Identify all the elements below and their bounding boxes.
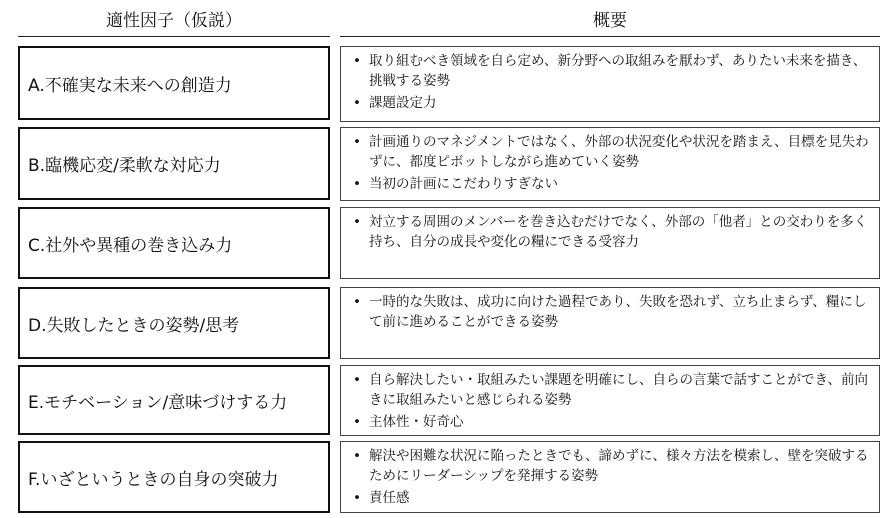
summary-bullet-item [347, 212, 871, 252]
summary-bullet-list [347, 132, 871, 194]
summary-bullet-list [347, 51, 871, 113]
summary-cell [340, 287, 880, 359]
factor-label: F.いざというときの自身の突破力 [18, 441, 330, 513]
factor-label: D.失敗したときの姿勢/思考 [18, 287, 330, 359]
summary-bullet-item [347, 292, 871, 332]
summary-bullet-item [347, 370, 871, 410]
summary-cell [340, 441, 880, 513]
bullet-icon: • [353, 372, 361, 388]
bullet-text: 当初の計画にこだわりすぎない [369, 176, 558, 192]
summary-bullet-list [347, 212, 871, 252]
factor-label: C.社外や異種の巻き込み力 [18, 207, 330, 279]
bullet-icon: • [353, 448, 361, 464]
summary-bullet-item [347, 51, 871, 91]
factor-label: E.モチベーション/意味づけする力 [18, 365, 330, 435]
bullet-icon: • [353, 176, 361, 192]
bullet-text: 取り組むべき領域を自ら定め、新分野への取組みを厭わず、ありたい未来を描き、挑戦する姿勢 [369, 53, 867, 89]
bullet-text: 対立する周囲のメンバーを巻き込むだけでなく、外部の「他者」との交わりを多く持ち、自分の成長や変化の糧にできる受容力 [369, 214, 868, 250]
summary-bullet-item [347, 132, 871, 172]
summary-cell [340, 127, 880, 201]
summary-bullet-item [347, 412, 871, 432]
summary-bullet-item [347, 174, 871, 194]
bullet-text: 課題設定力 [369, 95, 437, 111]
bullet-text: 自ら解決したい・取組みたい課題を明確にし、自らの言葉で話すことができ、前向きに取組みたいと感じられる姿勢 [369, 372, 868, 408]
summary-column-header: 概要 [340, 6, 880, 37]
summary-bullet-item [347, 488, 871, 508]
factor-label: B.臨機応変/柔軟な対応力 [18, 127, 330, 200]
bullet-icon: • [353, 134, 361, 150]
bullet-icon: • [353, 490, 361, 506]
bullet-icon: • [353, 294, 361, 310]
summary-cell [340, 207, 880, 279]
summary-bullet-item [347, 93, 871, 113]
factor-label: A.不確実な未来への創造力 [18, 46, 330, 120]
bullet-icon: • [353, 53, 361, 69]
bullet-icon: • [353, 414, 361, 430]
factor-column-header: 適性因子（仮説） [18, 6, 330, 37]
summary-bullet-list [347, 370, 871, 432]
summary-bullet-item [347, 446, 871, 486]
summary-cell [340, 365, 880, 436]
summary-bullet-list [347, 446, 871, 508]
bullet-text: 解決や困難な状況に陥ったときでも、諦めずに、様々方法を模索し、壁を突破するためにリーダーシップを発揮する姿勢 [369, 448, 869, 484]
summary-cell [340, 46, 880, 122]
bullet-icon: • [353, 214, 361, 230]
bullet-text: 一時的な失敗は、成功に向けた過程であり、失敗を恐れず、立ち止まらず、糧にして前に進めることができる姿勢 [369, 294, 867, 330]
bullet-text: 計画通りのマネジメントではなく、外部の状況変化や状況を踏まえ、目標を見失わずに、都度ピボットしながら進めていく姿勢 [369, 134, 869, 170]
bullet-icon: • [353, 95, 361, 111]
bullet-text: 主体性・好奇心 [369, 414, 464, 430]
summary-bullet-list [347, 292, 871, 332]
bullet-text: 責任感 [369, 490, 410, 506]
